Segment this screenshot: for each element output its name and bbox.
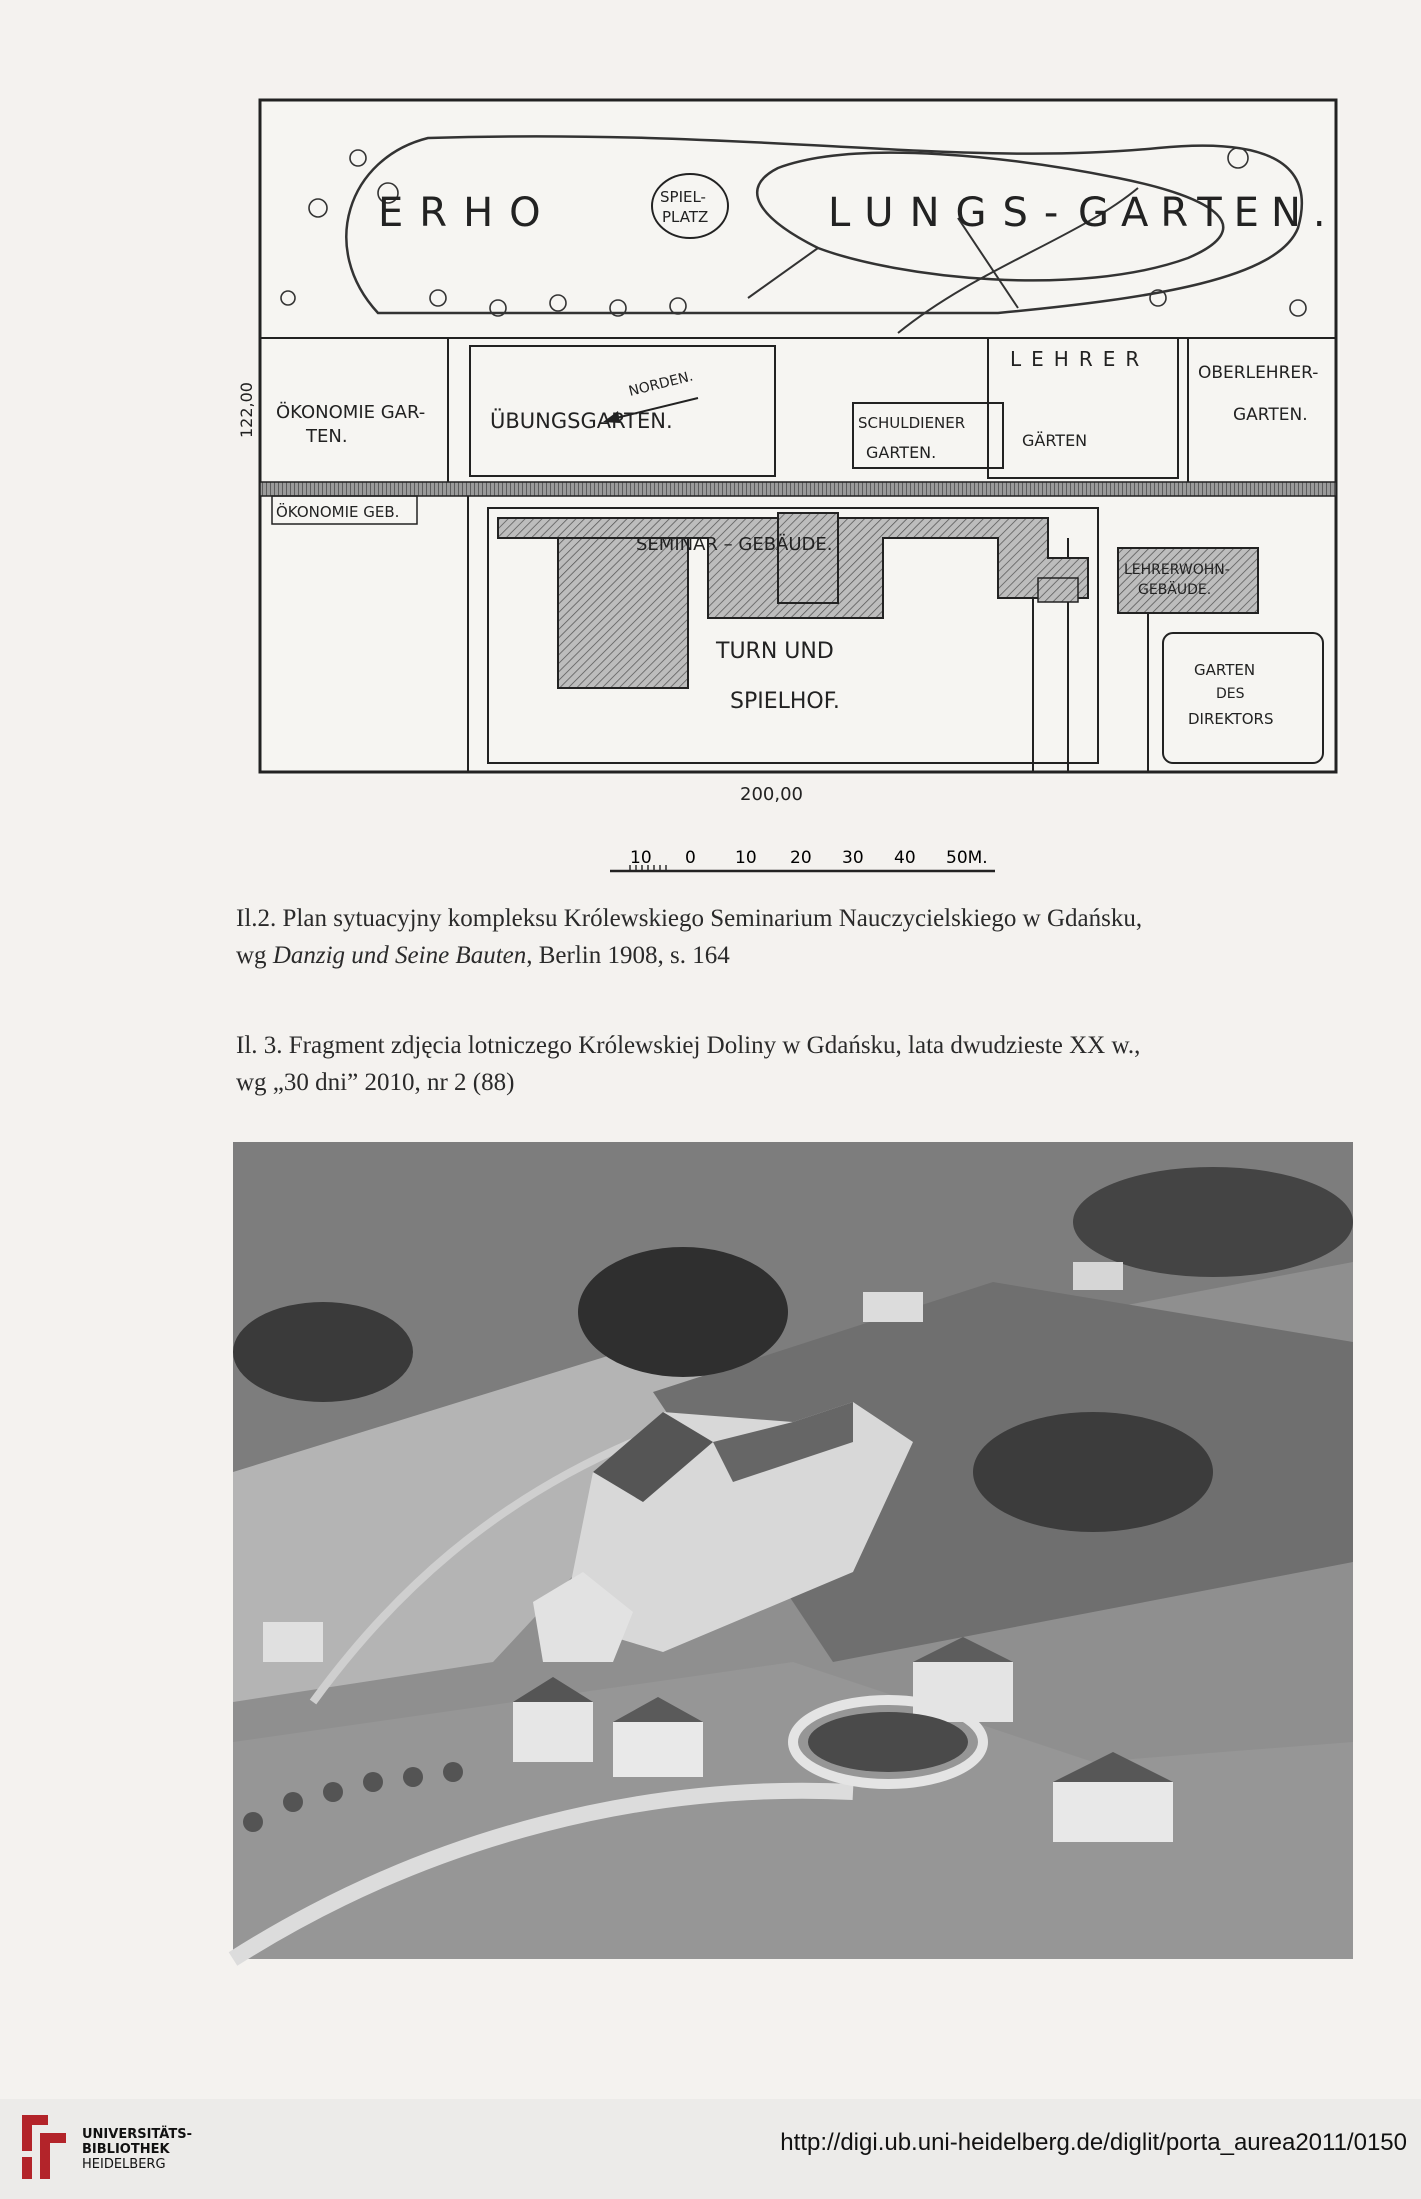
direktor-label-1: GARTEN [1194, 661, 1256, 679]
oekonomie-garten-label-1: ÖKONOMIE GAR- [276, 402, 426, 423]
seminar-label: SEMINAR – GEBÄUDE. [636, 534, 833, 555]
lehrerwohn-building [1118, 548, 1258, 613]
turn-label-1: TURN UND [716, 639, 834, 664]
direktor-label-3: DIREKTORS [1188, 710, 1274, 728]
dim-vertical-label: 122,00 [237, 382, 256, 438]
library-logo-text [82, 2127, 192, 2172]
norden-label: NORDEN. [627, 368, 695, 400]
caption-il2 [236, 900, 1346, 974]
lehrerwohn-label-1: LEHRERWOHN- [1124, 562, 1230, 578]
site-plan-drawing [237, 98, 1340, 776]
oberlehrer-label-2: GARTEN. [1233, 405, 1308, 425]
gaerten-label: GÄRTEN [1022, 431, 1088, 450]
schuldiener-label-1: SCHULDIENER [858, 414, 966, 432]
scale-tick-label: 50M. [946, 848, 988, 868]
direktor-label-2: DES [1216, 686, 1245, 702]
plan-wall [260, 482, 1336, 496]
caption-il3-line1: Il. 3. Fragment zdjęcia lotniczego Królewskiej Doliny w Gdańsku, lata dwudzieste XX w., [236, 1032, 1141, 1059]
scale-tick-label: 20 [790, 848, 812, 868]
page-footer [0, 2099, 1421, 2199]
scale-tick-label: 40 [894, 848, 916, 868]
library-logo-icon [18, 2111, 70, 2183]
source-url-link[interactable]: http://digi.ub.uni-heidelberg.de/diglit/porta_aurea2011/0150 [780, 2129, 1407, 2156]
logo-line-3: HEIDELBERG [82, 2157, 166, 2172]
lehrerwohn-label-2: GEBÄUDE. [1138, 582, 1212, 598]
oekonomie-garten-label-2: TEN. [306, 426, 348, 447]
oekonomie-geb-label: ÖKONOMIE GEB. [276, 503, 400, 521]
spielplatz-label-2: PLATZ [662, 208, 709, 226]
caption-il2-prefix: wg [236, 942, 273, 969]
aerial-photo-illustration [233, 1142, 1353, 1959]
caption-il2-line1: Il.2. Plan sytuacyjny kompleksu Królewskiego Seminarium Nauczycielskiego w Gdańsku, [236, 905, 1143, 932]
caption-il2-source-title: Danzig und Seine Bauten [272, 942, 527, 969]
schuldiener-label-2: GARTEN. [866, 443, 937, 462]
erholungsgarten-label-1: ERHO [378, 190, 557, 236]
oberlehrer-label-1: OBERLEHRER- [1198, 363, 1319, 383]
uebungsgarten-label: ÜBUNGSGARTEN. [490, 409, 673, 433]
turn-label-2: SPIELHOF. [730, 689, 840, 714]
scale-tick-label: 30 [842, 848, 864, 868]
spielplatz-label-1: SPIEL- [660, 188, 706, 206]
dim-horizontal-label: 200,00 [740, 784, 803, 805]
scale-bar [610, 843, 1000, 883]
site-plan [237, 98, 1340, 776]
logo-line-2: BIBLIOTHEK [82, 2142, 170, 2157]
scale-tick-label: 0 [685, 848, 696, 868]
scale-tick-label: 10 [735, 848, 757, 868]
caption-il2-line2 [236, 937, 1346, 974]
caption-il2-suffix: , Berlin 1908, s. 164 [526, 942, 730, 969]
erholungsgarten-label-3: GARTEN. [1078, 190, 1338, 236]
scale-tick-label: 10 [630, 848, 652, 868]
caption-il3 [236, 1027, 1346, 1101]
lehrer-label: LEHRER [1010, 347, 1150, 371]
aerial-photograph [233, 1142, 1353, 1959]
erholungsgarten-label-2: LUNGS- [828, 190, 1075, 236]
logo-line-1: UNIVERSITÄTS- [82, 2127, 192, 2142]
caption-il3-line2: wg „30 dni” 2010, nr 2 (88) [236, 1069, 515, 1096]
